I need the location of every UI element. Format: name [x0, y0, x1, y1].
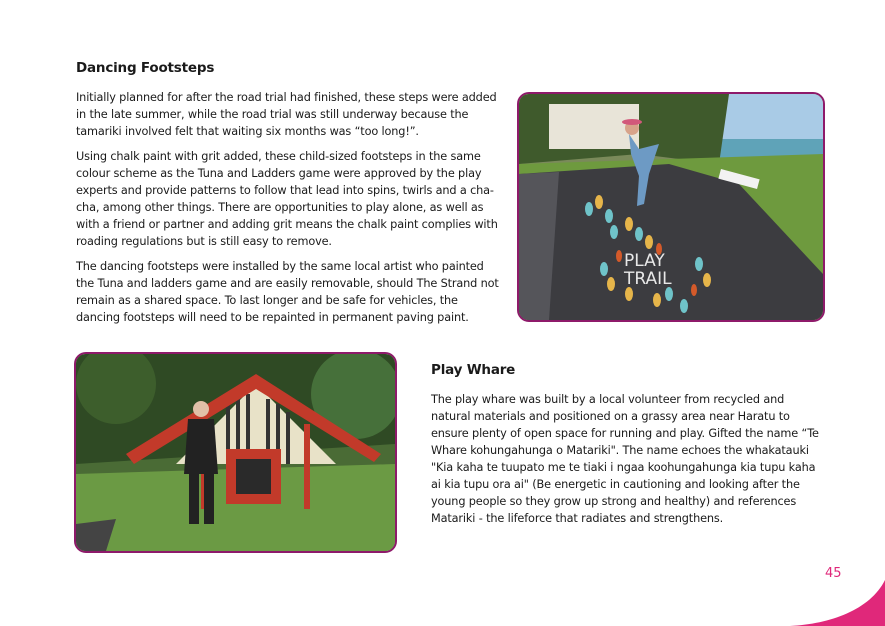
play-trail-chalk-word-1: PLAY	[624, 251, 665, 271]
play-trail-chalk-word-2: TRAIL	[624, 269, 672, 289]
play-trail-photo	[517, 92, 825, 322]
dancing-paragraph-2: Using chalk paint with grit added, these child-sized footsteps in the same colour scheme as the Tuna and Ladders game were approved by the play experts and provide patterns to follow that lead into spins, twirls and a cha-cha, among other things. There are opportunities to play alone, as well as with a friend or partner and adding grit means the chalk paint complies with roading regulations but is still easy to remove.	[76, 150, 498, 248]
whare-paragraph: The play whare was built by a local volunteer from recycled and natural materials and positioned on a grassy area near Haratu to ensure plenty of open space for running and play. Gifted the name “Te Whare kohungahunga o Matariki". The name echoes the whakatauki "Kia kaha te tuupato me te tiaki i ngaa koohungahunga kia tupu kaha ai kia tupu ora ai" (Be energetic in cautioning and looking after the young people so they grow up strong and healthy) and references Matariki - the lifeforce that radiates and strengthens.	[431, 393, 819, 525]
dancing-paragraph-3: The dancing footsteps were installed by the same local artist who painted the Tuna and ladders game and are easily removable, should The Strand not remain as a shared space. To last longer and be safe for vehicles, the dancing footsteps will need to be repainted in permanent paving paint.	[76, 260, 499, 324]
play-whare-photo	[74, 352, 397, 553]
page-number: 45	[825, 566, 842, 581]
corner-decoration	[790, 580, 885, 626]
play-whare-heading: Play Whare	[431, 362, 516, 378]
dancing-footsteps-heading: Dancing Footsteps	[76, 60, 215, 76]
dancing-paragraph-1: Initially planned for after the road trial had finished, these steps were added in the late summer, while the road trial was still underway because the tamariki involved felt that waiting six months was “too long!”.	[76, 91, 497, 138]
